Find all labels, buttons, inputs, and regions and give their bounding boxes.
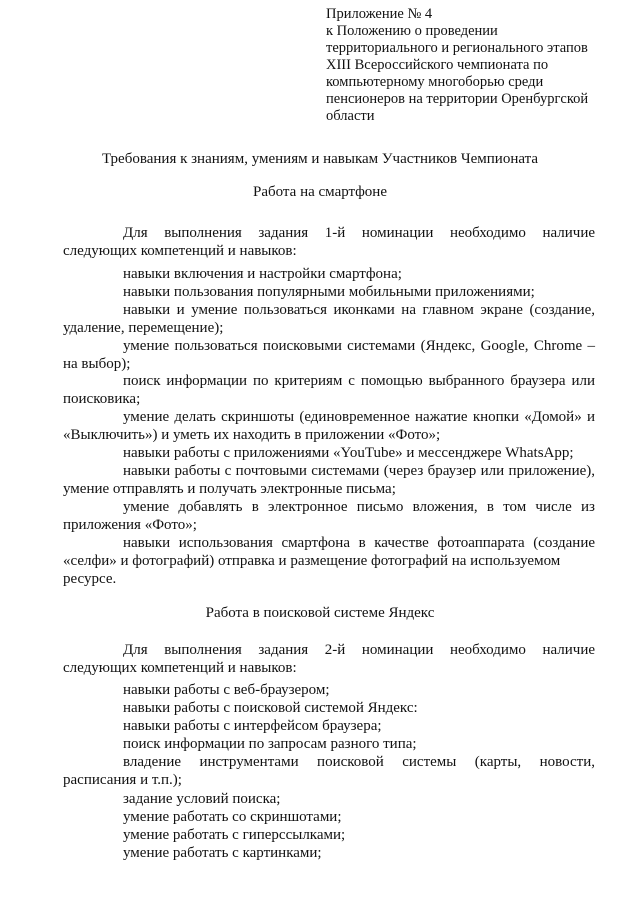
item-line: приложения «Фото»; [63, 517, 197, 533]
section2-intro [63, 641, 595, 677]
item-line: навыки работы с поисковой системой Яндекс: [123, 700, 418, 716]
item-line: на выбор); [63, 356, 131, 372]
list-item [95, 699, 595, 717]
list-item [63, 337, 595, 373]
item-line: «Выключить») и уметь их находить в приложении «Фото»; [63, 427, 441, 443]
list-item [95, 844, 595, 862]
item-line: навыки работы с приложениями «YouTube» и мессенджере WhatsApp; [123, 445, 574, 461]
item-line: «селфи» и фотографий) отправка и размещение фотографий на используемом [63, 553, 561, 569]
section1-intro [63, 224, 595, 260]
item-line: удаление, перемещение); [63, 320, 224, 336]
item-line: умение работать со скриншотами; [123, 809, 342, 825]
list-item [95, 790, 595, 808]
item-line: умение работать с гиперссылками; [123, 827, 346, 843]
item-line: навыки работы с веб-браузером; [123, 682, 330, 698]
list-item [95, 808, 595, 826]
appendix-line: пенсионеров на территории Оренбургской [326, 91, 589, 107]
list-item [63, 534, 595, 588]
appendix-line: области [326, 108, 375, 124]
list-item [95, 681, 595, 699]
item-line: владение инструментами поисковой системы (карты, новости, [123, 754, 595, 770]
appendix-line: к Положению о проведении [326, 23, 498, 39]
item-line: навыки работы с интерфейсом браузера; [123, 718, 382, 734]
intro-line: следующих компетенций и навыков: [63, 243, 297, 259]
appendix-line: компьютерному многоборью среди [326, 74, 544, 90]
list-item [95, 265, 595, 283]
intro-line: Для выполнения задания 1-й номинации необходимо наличие [123, 225, 595, 241]
document-title: Требования к знаниям, умениям и навыкам Участников Чемпионата [101, 151, 539, 167]
appendix-line: территориального и регионального этапов [326, 40, 588, 56]
item-line: умение работать с картинками; [123, 845, 322, 861]
item-line: навыки использования смартфона в качестве фотоаппарата (создание [123, 535, 595, 551]
item-line: умение добавлять в электронное письмо вложения, в том числе из [123, 499, 595, 515]
item-line: поиск информации по запросам разного типа; [123, 736, 417, 752]
list-item [63, 462, 595, 498]
item-line: навыки включения и настройки смартфона; [123, 266, 402, 282]
item-line: расписания и т.п.); [63, 772, 182, 788]
section1-title: Работа на смартфоне [253, 184, 387, 200]
list-item [63, 301, 595, 337]
item-line: ресурсе. [63, 571, 117, 587]
list-item [63, 498, 595, 534]
item-line: навыки пользования популярными мобильными приложениями; [123, 284, 535, 300]
list-item [95, 717, 595, 735]
list-item [63, 372, 595, 408]
appendix-header [326, 6, 626, 125]
list-item [63, 408, 595, 444]
item-line: навыки и умение пользоваться иконками на главном экране (создание, [123, 302, 595, 318]
item-line: навыки работы с почтовыми системами (через браузер или приложение), [123, 463, 595, 479]
list-item [63, 753, 595, 789]
list-item [95, 283, 595, 301]
item-line: умение пользоваться поисковыми системами (Яндекс, Google, Chrome – [123, 338, 595, 354]
section2-title: Работа в поисковой системе Яндекс [205, 605, 435, 621]
appendix-line: XIII Всероссийского чемпионата по [326, 57, 549, 73]
list-item [95, 826, 595, 844]
item-line: умение отправлять и получать электронные письма; [63, 481, 396, 497]
intro-line: Для выполнения задания 2-й номинации необходимо наличие [123, 642, 595, 658]
item-line: умение делать скриншоты (единовременное нажатие кнопки «Домой» и [123, 409, 595, 425]
list-item [95, 444, 595, 462]
item-line: поиск информации по критериям с помощью выбранного браузера или [123, 373, 595, 389]
list-item [95, 735, 595, 753]
item-line: поисковика; [63, 391, 141, 407]
intro-line: следующих компетенций и навыков: [63, 660, 297, 676]
item-line: задание условий поиска; [123, 791, 281, 807]
appendix-line: Приложение № 4 [326, 6, 433, 22]
